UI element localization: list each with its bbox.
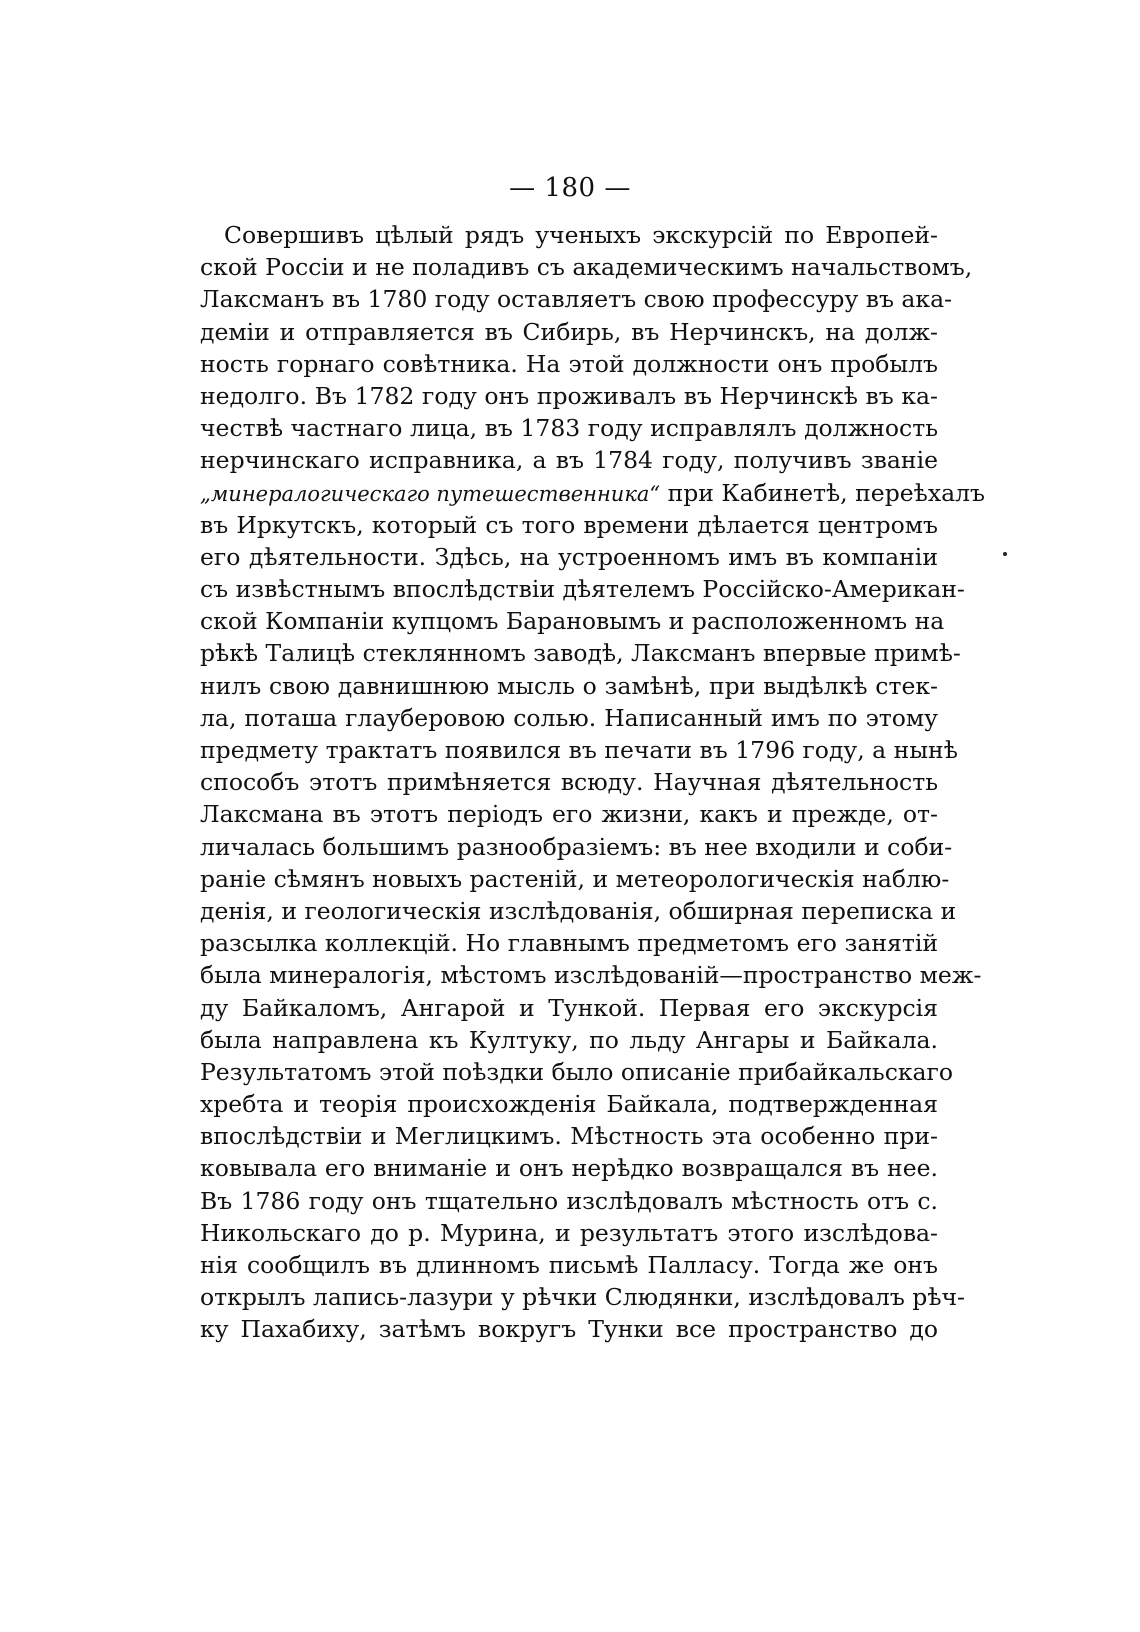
text-line: ла, поташа глауберовою солью. Написанный имъ по этому xyxy=(200,703,938,732)
text-line: была минералогія, мѣстомъ изслѣдованій—пространство меж- xyxy=(200,961,982,990)
text-line: Въ 1786 году онъ тщательно изслѣдовалъ мѣстность отъ с. xyxy=(200,1186,938,1215)
text-line: рѣкѣ Талицѣ стеклянномъ заводѣ, Лаксманъ впервые примѣ- xyxy=(200,639,961,668)
text-line: Никольскаго до р. Мурина, и результатъ этого изслѣдова- xyxy=(200,1218,938,1247)
text-line: предмету трактатъ появился въ печати въ 1796 году, а нынѣ xyxy=(200,736,958,764)
text-line: ность горнаго совѣтника. На этой должности онъ пробылъ xyxy=(200,349,938,378)
text-line: впослѣдствіи и Меглицкимъ. Мѣстность эта особенно при- xyxy=(200,1122,938,1151)
scan-speck xyxy=(1003,552,1007,556)
text-line: нія сообщилъ въ длинномъ письмѣ Палласу. Тогда же онъ xyxy=(200,1251,938,1279)
text-line: открылъ лапись-лазури у рѣчки Слюдянки, изслѣдовалъ рѣч- xyxy=(200,1283,965,1312)
text-line: денія, и геологическія изслѣдованія, обширная переписка и xyxy=(200,896,957,925)
text-line: ду Байкаломъ, Ангарой и Тункой. Первая его экскурсія xyxy=(200,993,938,1022)
text-line: его дѣятельности. Здѣсь, на устроенномъ имъ въ компаніи xyxy=(200,542,938,571)
text-line: нерчинскаго исправника, а въ 1784 году, получивъ званіе xyxy=(200,446,938,475)
text-line-with-italic xyxy=(200,477,985,509)
text-line: ку Пахабиху, затѣмъ вокругъ Тунки все пространство до xyxy=(200,1315,938,1344)
text-line: ской Россіи и не поладивъ съ академическимъ начальствомъ, xyxy=(200,253,973,282)
text-line: нилъ свою давнишнюю мысль о замѣнѣ, при выдѣлкѣ стек- xyxy=(200,671,938,700)
text-line: Результатомъ этой поѣздки было описаніе прибайкальскаго xyxy=(200,1057,954,1086)
text-line: Лаксмана въ этотъ періодъ его жизни, какъ и прежде, от- xyxy=(200,800,938,829)
italic-title: „минералогическаго путешественника“ xyxy=(200,481,661,506)
text-line: недолго. Въ 1782 году онъ проживалъ въ Нерчинскѣ въ ка- xyxy=(200,381,938,410)
text-line: способъ этотъ примѣняется всюду. Научная дѣятельность xyxy=(200,768,938,797)
text-line: раніе сѣмянъ новыхъ растеній, и метеорологическія наблю- xyxy=(200,864,950,893)
text-line: деміи и отправляется въ Сибирь, въ Нерчинскъ, на долж- xyxy=(200,317,938,346)
text-line: съ извѣстнымъ впослѣдствіи дѣятелемъ Россійско-Американ- xyxy=(200,575,965,604)
text-line-rest: при Кабинетѣ, переѣхалъ xyxy=(660,478,985,507)
text-line: Лаксманъ въ 1780 году оставляетъ свою профессуру въ ака- xyxy=(200,285,953,314)
text-line: хребта и теорія происхожденія Байкала, подтвержденная xyxy=(200,1090,938,1119)
body-paragraph xyxy=(200,219,985,1346)
page-number: — 180 — xyxy=(509,173,631,203)
text-line: была направлена къ Култуку, по льду Ангары и Байкала. xyxy=(200,1025,938,1054)
text-line: ковывала его вниманіе и онъ нерѣдко возвращался въ нее. xyxy=(200,1154,938,1183)
text-line: личалась большимъ разнообразіемъ: въ нее входили и соби- xyxy=(200,832,953,861)
text-line: разсылка коллекцій. Но главнымъ предметомъ его занятій xyxy=(200,929,938,958)
text-line: ской Компаніи купцомъ Барановымъ и расположенномъ на xyxy=(200,607,945,636)
text-line: въ Иркутскъ, который съ того времени дѣлается центромъ xyxy=(200,510,938,539)
text-line: Совершивъ цѣлый рядъ ученыхъ экскурсій по Европей- xyxy=(224,221,938,249)
text-line: чествѣ частнаго лица, въ 1783 году исправлялъ должность xyxy=(200,414,938,443)
